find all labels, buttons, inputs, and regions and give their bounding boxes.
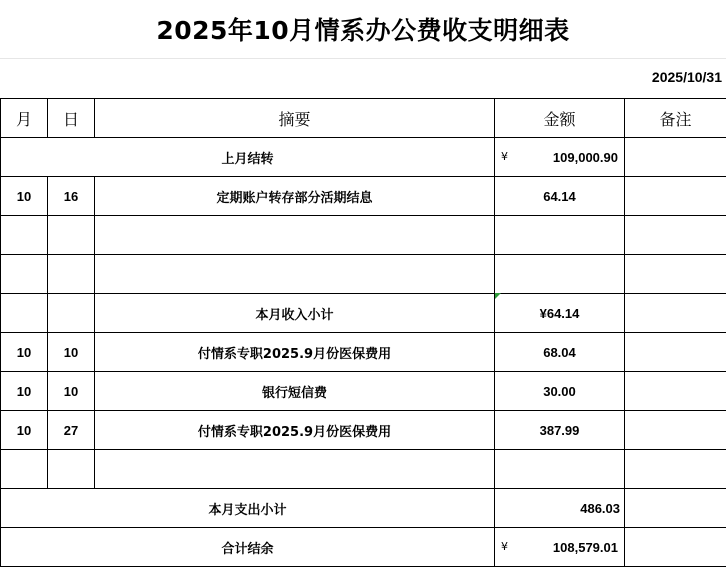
remark-cell (625, 411, 726, 450)
row-summary: 定期账户转存部分活期结息 (95, 177, 495, 216)
row-summary: 付情系专职2025.9月份医保费用 (95, 333, 495, 372)
header-row (1, 99, 726, 138)
table-row (1, 372, 726, 411)
carry-forward-label: 上月结转 (1, 138, 495, 177)
remark-cell (625, 528, 726, 567)
expense-subtotal-row (1, 489, 726, 528)
remark-cell (625, 489, 726, 528)
expense-subtotal-amount-cell (495, 489, 625, 528)
empty-row (1, 216, 726, 255)
income-subtotal-amount: ¥64.14 (495, 294, 625, 333)
carry-forward-amount-cell (495, 138, 625, 177)
income-subtotal-label: 本月收入小计 (95, 294, 495, 333)
row-day: 10 (48, 372, 95, 411)
table-row (1, 177, 726, 216)
currency-symbol: ¥ (501, 540, 508, 553)
balance-amount-cell (495, 528, 625, 567)
carry-forward-amount: 109,000.90 (552, 150, 618, 165)
row-month: 10 (1, 177, 48, 216)
date-row (0, 58, 726, 99)
expense-subtotal-amount: 486.03 (580, 501, 620, 516)
ledger-table (0, 98, 726, 567)
balance-label: 合计结余 (1, 528, 495, 567)
header-day: 日 (48, 99, 95, 138)
empty-row (1, 450, 726, 489)
row-summary: 付情系专职2025.9月份医保费用 (95, 411, 495, 450)
comment-marker-icon (495, 293, 501, 299)
remark-cell (625, 333, 726, 372)
income-subtotal-row (1, 294, 726, 333)
row-amount: 387.99 (495, 411, 625, 450)
header-summary: 摘要 (95, 99, 495, 138)
header-amount: 金额 (495, 99, 625, 138)
row-day: 27 (48, 411, 95, 450)
balance-amount: 108,579.01 (552, 540, 618, 555)
row-amount: 64.14 (495, 177, 625, 216)
row-amount: 68.04 (495, 333, 625, 372)
row-day: 10 (48, 333, 95, 372)
row-month: 10 (1, 411, 48, 450)
row-amount: 30.00 (495, 372, 625, 411)
currency-symbol: ¥ (501, 150, 508, 163)
header-month: 月 (1, 99, 48, 138)
row-summary: 银行短信费 (95, 372, 495, 411)
report-date: 2025/10/31 (651, 69, 722, 85)
page-title: 2025年10月情系办公费收支明细表 (156, 16, 570, 45)
header-remark: 备注 (625, 99, 726, 138)
table-row (1, 411, 726, 450)
expense-subtotal-label: 本月支出小计 (1, 489, 495, 528)
table-row (1, 333, 726, 372)
empty-row (1, 255, 726, 294)
carry-forward-row (1, 138, 726, 177)
remark-cell (625, 372, 726, 411)
row-day: 16 (48, 177, 95, 216)
row-month: 10 (1, 372, 48, 411)
title-row (0, 0, 726, 59)
remark-cell (625, 138, 726, 177)
balance-row (1, 528, 726, 567)
remark-cell (625, 177, 726, 216)
remark-cell (625, 294, 726, 333)
row-month: 10 (1, 333, 48, 372)
